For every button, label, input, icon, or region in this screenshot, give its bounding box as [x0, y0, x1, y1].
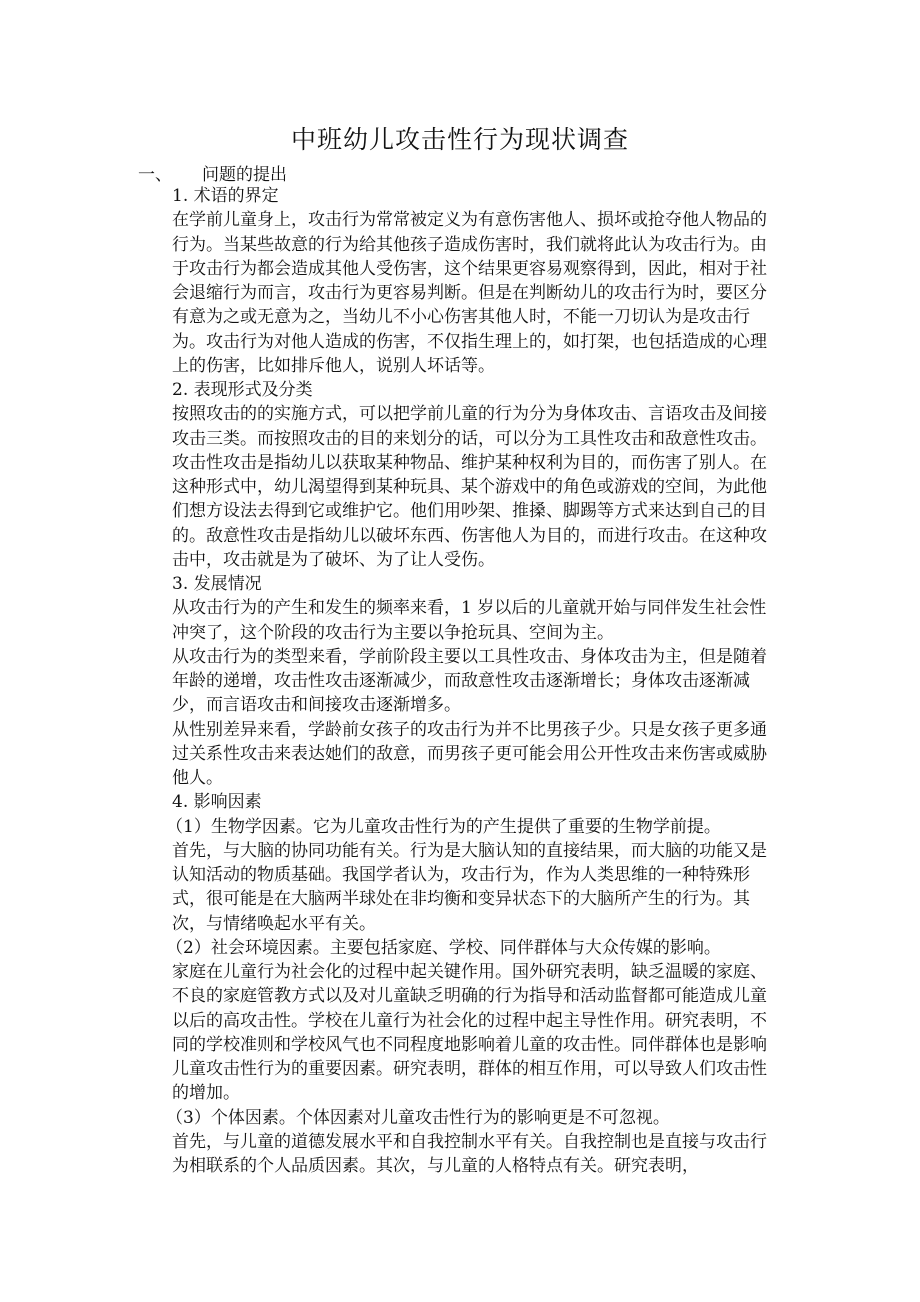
body-paragraph: 首先，与大脑的协同功能有关。行为是大脑认知的直接结果，而大脑的功能又是认知活动的物质基础。我国学者认为，攻击行为，作为人类思维的一种特殊形式，很可能是在大脑两半球处在非均衡和变异状态下的大脑所产生的行为。其次，与情绪唤起水平有关。 [172, 840, 767, 934]
body-paragraph: 按照攻击的的实施方式，可以把学前儿童的行为分为身体攻击、言语攻击及间接攻击三类。而按照攻击的目的来划分的话，可以分为工具性攻击和敌意性攻击。攻击性攻击是指幼儿以获取某种物品、维护某种权利为目的，而伤害了别人。在这种形式中，幼儿渴望得到某种玩具、某个游戏中的角色或游戏的空间，为此他们想方设法去得到它或维护它。他们用吵架、推搡、脚踢等方式来达到自己的目的。敌意性攻击是指幼儿以破坏东西、伤害他人为目的，而进行攻击。在这种攻击中，攻击就是为了破坏、为了让人受伤。 [172, 404, 767, 570]
subsection-heading: 3. 发展情况 [172, 574, 262, 594]
factor-heading: （3）个体因素。个体因素对儿童攻击性行为的影响更是不可忽视。 [166, 1107, 670, 1128]
body-paragraph: 在学前儿童身上，攻击行为常常被定义为有意伤害他人、损坏或抢夺他人物品的行为。当某些故意的行为给其他孩子造成伤害时，我们就将此认为攻击行为。由于攻击行为都会造成其他人受伤害，这个结果更容易观察得到，因此，相对于社会退缩行为而言，攻击行为更容易判断。但是在判断幼儿的攻击行为时，要区分有意为之或无意为之，当幼儿不小心伤害其他人时，不能一刀切认为是攻击行为。攻击行为对他人造成的伤害，不仅指生理上的，如打架，也包括造成的心理上的伤害，比如排斥他人，说别人坏话等。 [172, 210, 767, 376]
subsection-heading: 2. 表现形式及分类 [172, 380, 313, 400]
body-paragraph: 从攻击行为的类型来看，学前阶段主要以工具性攻击、身体攻击为主，但是随着年龄的递增，攻击性攻击逐渐减少，而敌意性攻击逐渐增长；身体攻击逐渐减少，而言语攻击和间接攻击逐渐增多。 [172, 646, 767, 716]
body-paragraph: 从攻击行为的产生和发生的频率来看，1 岁以后的儿童就开始与同伴发生社会性冲突了，这个阶段的攻击行为主要以争抢玩具、空间为主。 [172, 598, 767, 643]
subsection-heading: 1. 术语的界定 [172, 186, 279, 206]
section-title: 问题的提出 [202, 165, 287, 185]
subsection-heading: 4. 影响因素 [172, 792, 262, 813]
factor-heading: （1）生物学因素。它为儿童攻击性行为的产生提供了重要的生物学前提。 [166, 816, 721, 837]
body-paragraph: 家庭在儿童行为社会化的过程中起关键作用。国外研究表明，缺乏温暖的家庭、不良的家庭管教方式以及对儿童缺乏明确的行为指导和活动监督都可能造成儿童以后的高攻击性。学校在儿童行为社会化的过程中起主导性作用。研究表明，不同的学校准则和学校风气也不同程度地影响着儿童的攻击性。同伴群体也是影响儿童攻击性行为的重要因素。研究表明，群体的相互作用，可以导致人们攻击性的增加。 [172, 962, 767, 1104]
section-heading [138, 160, 287, 185]
section-number: 一、 [138, 165, 172, 185]
body-paragraph: 首先，与儿童的道德发展水平和自我控制水平有关。自我控制也是直接与攻击行为相联系的个人品质因素。其次，与儿童的人格特点有关。研究表明， [172, 1131, 767, 1176]
document-body [166, 184, 782, 1178]
body-paragraph: 从性别差异来看，学龄前女孩子的攻击行为并不比男孩子少。只是女孩子更多通过关系性攻击来表达她们的敌意，而男孩子更可能会用公开性攻击来伤害或威胁他人。 [172, 719, 767, 788]
factor-heading: （2）社会环境因素。主要包括家庭、学校、同伴群体与大众传媒的影响。 [166, 937, 721, 958]
document-title: 中班幼儿攻击性行为现状调查 [290, 125, 629, 154]
